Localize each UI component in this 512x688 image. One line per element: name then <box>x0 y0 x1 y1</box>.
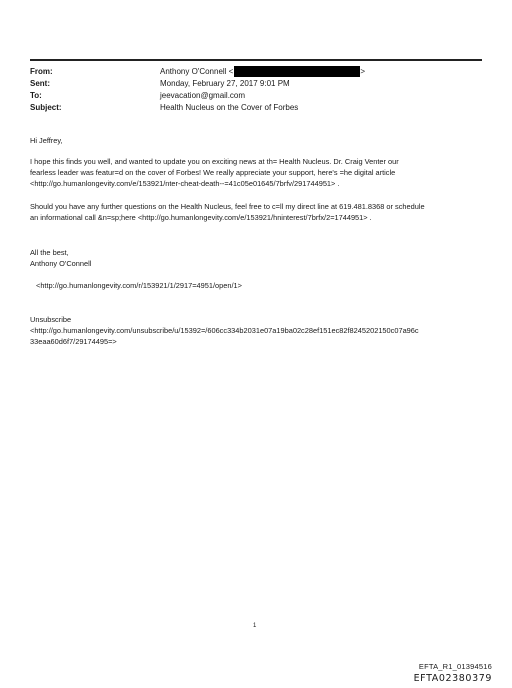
greeting: Hi Jeffrey, <box>30 136 63 145</box>
header-rule <box>30 59 482 61</box>
subject-label: Subject: <box>30 103 62 112</box>
paragraph-1-line-2: fearless leader was featur=d on the cover of Forbes! We really appreciate your support, here's =he digital article <box>30 168 396 177</box>
closing: All the best, <box>30 248 69 257</box>
sent-value: Monday, February 27, 2017 9:01 PM <box>160 79 290 88</box>
from-name: Anthony O'Connell < <box>160 67 234 76</box>
paragraph-2-line-2: an informational call &n=sp;here <http://go.humanlongevity.com/e/153921/hninterest/7brfx/2=1744951> . <box>30 213 372 222</box>
paragraph-1-line-3: <http://go.humanlongevity.com/e/153921/nter-cheat-death--=41c05e01645/7brfv/291744951> . <box>30 179 340 188</box>
from-label: From: <box>30 67 53 76</box>
to-label: To: <box>30 91 42 100</box>
from-value <box>160 66 365 78</box>
unsubscribe-link-line-1[interactable]: <http://go.humanlongevity.com/unsubscribe/u/15392=/606cc334b2031e07a19ba02c28ef151ec82f8245202150c07a96c <box>30 326 419 335</box>
from-suffix: > <box>360 67 366 76</box>
sent-label: Sent: <box>30 79 50 88</box>
subject-value: Health Nucleus on the Cover of Forbes <box>160 103 299 112</box>
redaction-box <box>234 66 360 77</box>
page-number: 1 <box>253 623 257 629</box>
bates-stamp-secondary: EFTA02380379 <box>413 673 492 684</box>
unsubscribe-label: Unsubscribe <box>30 315 72 324</box>
paragraph-1-line-1: I hope this finds you well, and wanted to update you on exciting news at th= Health Nucleus. Dr. Craig Venter our <box>30 157 399 166</box>
signature: Anthony O'Connell <box>30 259 92 268</box>
open-tracking-link[interactable]: <http://go.humanlongevity.com/r/153921/1/2917=4951/open/1> <box>36 281 242 290</box>
unsubscribe-link-line-2[interactable]: 33eaa60d6f7/29174495=> <box>30 337 117 346</box>
to-value: jeevacation@gmail.com <box>160 91 246 100</box>
bates-stamp-primary: EFTA_R1_01394516 <box>418 662 492 671</box>
paragraph-2-line-1: Should you have any further questions on the Health Nucleus, feel free to c=ll my direct line at 619.481.8368 or schedule <box>30 202 425 211</box>
